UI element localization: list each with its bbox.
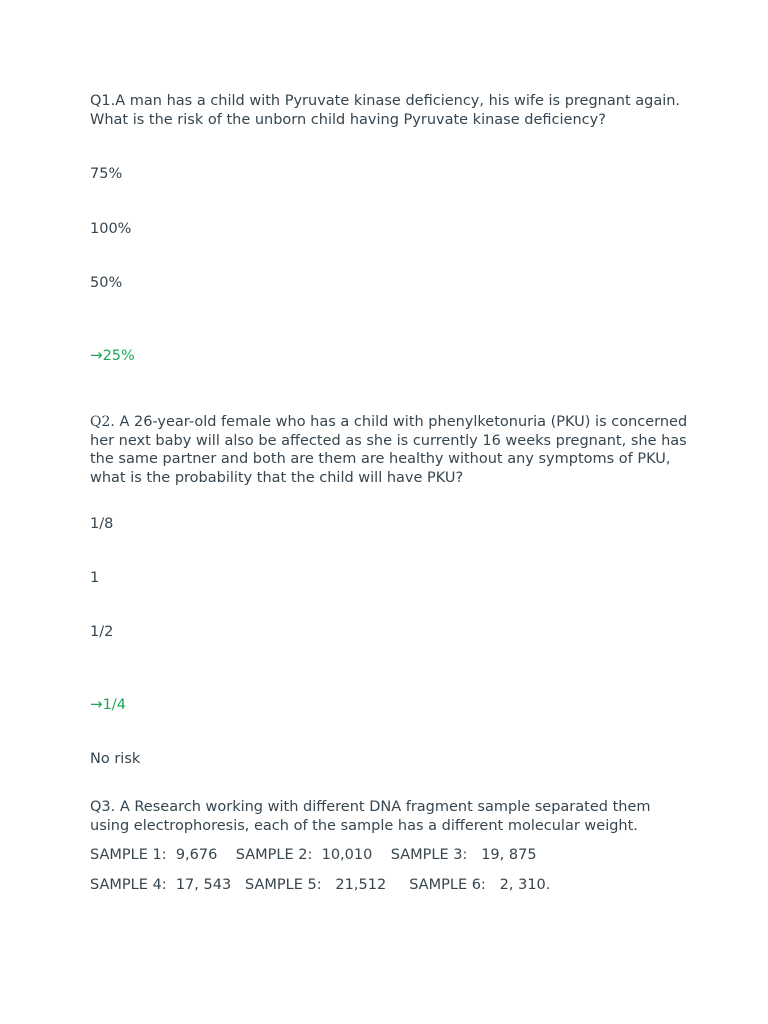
question-1-text: Q1.A man has a child with Pyruvate kinase deficiency, his wife is pregnant again. What is the risk of the unborn child having Pyruvate kinase deficiency? bbox=[90, 93, 681, 128]
arrow-right-icon: → bbox=[90, 695, 103, 713]
q2-option-b: 1 bbox=[90, 570, 100, 586]
q1-correct-answer: 25% bbox=[102, 348, 135, 364]
q1-correct-option bbox=[90, 346, 690, 366]
sample-row-1: SAMPLE 1: 9,676 SAMPLE 2: 10,010 SAMPLE 3: 19, 875 bbox=[90, 847, 537, 863]
q2-option-c: 1/2 bbox=[90, 624, 114, 640]
question-2-number: Q2. bbox=[90, 414, 115, 430]
q2-option-a: 1/8 bbox=[90, 516, 114, 532]
q2-correct-option bbox=[90, 695, 690, 715]
q1-option-c: 50% bbox=[90, 275, 123, 291]
sample-row-2: SAMPLE 4: 17, 543 SAMPLE 5: 21,512 SAMPLE 6: 2, 310. bbox=[90, 877, 551, 893]
arrow-right-icon: → bbox=[90, 346, 103, 364]
question-3-text: Q3. A Research working with different DNA fragment sample separated them using electrophoresis, each of the sample has a different molecular weight. bbox=[90, 799, 651, 834]
q2-correct-answer: 1/4 bbox=[102, 697, 126, 713]
q1-option-b: 100% bbox=[90, 221, 132, 237]
question-2-body: A 26-year-old female who has a child with phenylketonuria (PKU) is concerned her next baby will also be affected as she is currently 16 weeks pregnant, she has the same partner and both are them are healthy without any symptoms of PKU, what is the probability that the child will have PKU? bbox=[90, 414, 688, 486]
question-2-text bbox=[90, 413, 690, 487]
q1-option-a: 75% bbox=[90, 166, 123, 182]
q2-option-e: No risk bbox=[90, 751, 141, 767]
